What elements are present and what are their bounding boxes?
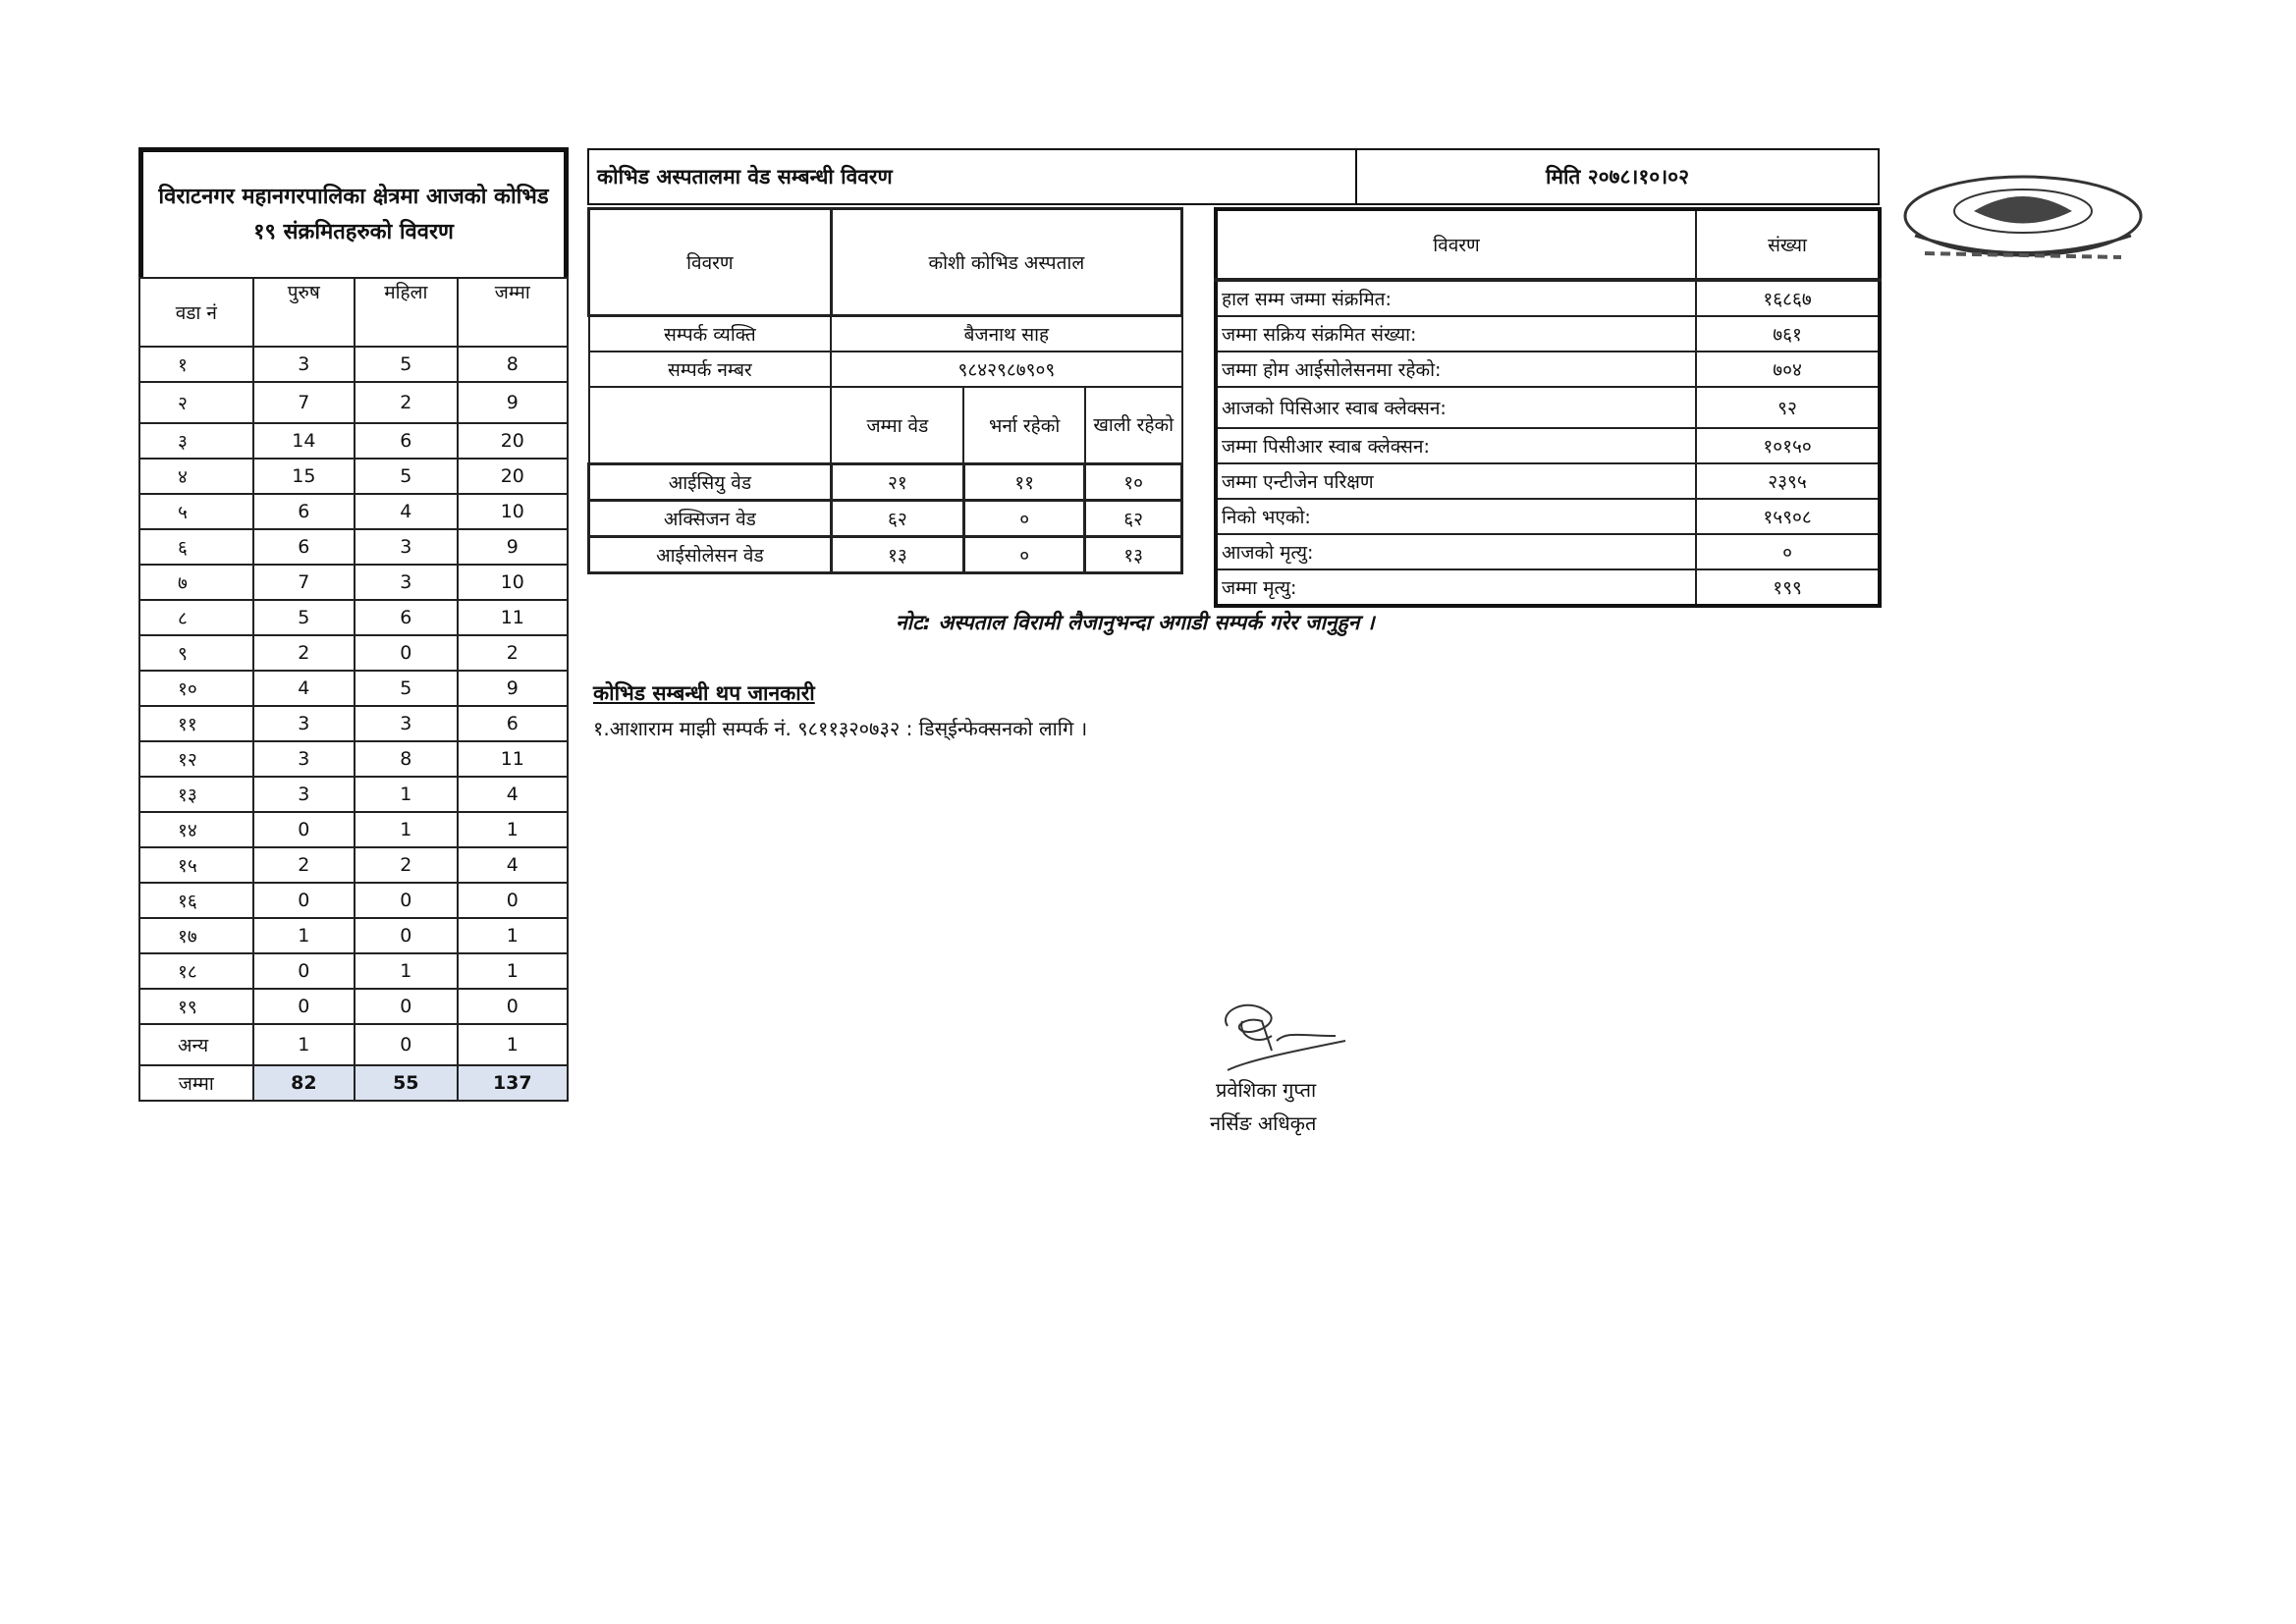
stats-row [1216, 499, 1880, 534]
ward-cell-ward: ८ [139, 600, 253, 635]
ward-cell-ward: ७ [139, 565, 253, 600]
ward-cell-female: 4 [355, 494, 458, 529]
signature-image [1188, 992, 1404, 1090]
ward-cell-female: 8 [355, 741, 458, 777]
ward-cell-total: 2 [458, 635, 568, 671]
ward-cell-total: 20 [458, 423, 568, 459]
ward-cell-female: 6 [355, 423, 458, 459]
ward-cell-female: 0 [355, 883, 458, 918]
stats-label: जम्मा पिसीआर स्वाब क्लेक्सन: [1216, 428, 1696, 463]
bed-cell-total: १३ [831, 537, 963, 573]
ward-table-header [139, 278, 568, 347]
info-line: १.आशाराम माझी सम्पर्क नं. ९८११३२०७३२ : डिस्ईन्फेक्सनको लागि । [593, 717, 1088, 740]
signatory-name: प्रवेशिका गुप्ता [1216, 1078, 1317, 1102]
contact-number: ९८४२९८७९०९ [831, 352, 1181, 387]
ward-row [139, 918, 568, 953]
ward-cell-total: 0 [458, 883, 568, 918]
stats-value: १६८६७ [1696, 280, 1880, 316]
ward-cell-ward: ५ [139, 494, 253, 529]
total-label: जम्मा [139, 1065, 253, 1101]
signatory-title: नर्सिङ अधिकृत [1210, 1111, 1317, 1135]
ward-cell-female: 5 [355, 347, 458, 382]
ward-cell-male: 0 [253, 812, 355, 847]
ward-cell-male: 6 [253, 529, 355, 565]
hospital-name: कोशी कोभिड अस्पताल [831, 209, 1181, 316]
stats-value: ७०४ [1696, 352, 1880, 387]
ward-cell-female: 1 [355, 777, 458, 812]
ward-cell-ward: ६ [139, 529, 253, 565]
bed-empty-header: खाली रहेको [1085, 387, 1182, 464]
ward-row [139, 565, 568, 600]
bed-cell-admitted: ११ [963, 464, 1084, 501]
ward-cell-female: 0 [355, 1024, 458, 1065]
contact-person: बैजनाथ साह [831, 316, 1181, 352]
ward-cell-male: 3 [253, 347, 355, 382]
male-header: पुरुष [253, 278, 355, 347]
ward-cell-total: 10 [458, 494, 568, 529]
stats-label: जम्मा एन्टीजेन परिक्षण [1216, 463, 1696, 499]
ward-cell-male: 14 [253, 423, 355, 459]
bed-total-header: जम्मा वेड [831, 387, 963, 464]
stats-table [1214, 207, 1882, 608]
stats-row [1216, 387, 1880, 428]
bed-cell-empty: १० [1085, 464, 1182, 501]
stats-row [1216, 316, 1880, 352]
bed-cell-empty: ६२ [1085, 501, 1182, 537]
ward-header: वडा नं [139, 278, 253, 347]
bed-table [587, 207, 1183, 574]
ward-cell-male: 1 [253, 918, 355, 953]
ward-row [139, 741, 568, 777]
bed-row [589, 464, 1182, 501]
stats-row [1216, 463, 1880, 499]
ward-cell-male: 7 [253, 382, 355, 423]
municipality-seal-icon [1886, 167, 2160, 275]
total-header: जम्मा [458, 278, 568, 347]
report-date: मिति २०७८।१०।०२ [1546, 165, 1689, 189]
hospital-note: नोट: अस्पताल विरामी लैजानुभन्दा अगाडी सम्पर्क गरेर जानुहुन । [896, 611, 1375, 634]
ward-cell-male: 3 [253, 777, 355, 812]
ward-cell-male: 2 [253, 635, 355, 671]
ward-cell-total: 8 [458, 347, 568, 382]
ward-cell-ward: १७ [139, 918, 253, 953]
ward-cell-female: 0 [355, 989, 458, 1024]
bed-type-header [589, 387, 832, 464]
ward-row [139, 883, 568, 918]
ward-cell-male: 5 [253, 600, 355, 635]
ward-row [139, 953, 568, 989]
ward-cell-male: 15 [253, 459, 355, 494]
stats-value: ९२ [1696, 387, 1880, 428]
ward-row [139, 459, 568, 494]
stats-label: हाल सम्म जम्मा संक्रमित: [1216, 280, 1696, 316]
ward-table [138, 277, 569, 1102]
ward-cell-total: 0 [458, 989, 568, 1024]
ward-cell-ward: अन्य [139, 1024, 253, 1065]
stats-label: जम्मा होम आईसोलेसनमा रहेको: [1216, 352, 1696, 387]
ward-cell-ward: ११ [139, 706, 253, 741]
bed-admitted-header: भर्ना रहेको [963, 387, 1084, 464]
ward-cell-total: 4 [458, 777, 568, 812]
bed-cell-type: आईसोलेसन वेड [589, 537, 832, 573]
ward-cell-total: 9 [458, 382, 568, 423]
ward-cell-female: 5 [355, 671, 458, 706]
ward-row [139, 635, 568, 671]
ward-cell-female: 1 [355, 953, 458, 989]
ward-cell-male: 3 [253, 741, 355, 777]
ward-cell-total: 1 [458, 1024, 568, 1065]
ward-cell-female: 3 [355, 565, 458, 600]
ward-row [139, 847, 568, 883]
stats-row [1216, 352, 1880, 387]
ward-cell-ward: ३ [139, 423, 253, 459]
ward-cell-ward: १२ [139, 741, 253, 777]
stats-row [1216, 569, 1880, 606]
ward-cell-female: 3 [355, 706, 458, 741]
bed-cell-empty: १३ [1085, 537, 1182, 573]
contact-number-label: सम्पर्क नम्बर [589, 352, 832, 387]
ward-cell-total: 1 [458, 918, 568, 953]
stats-row [1216, 280, 1880, 316]
info-title: कोभिड सम्बन्धी थप जानकारी [593, 681, 815, 705]
ward-row [139, 423, 568, 459]
ward-cell-female: 2 [355, 847, 458, 883]
ward-cell-ward: १५ [139, 847, 253, 883]
ward-row [139, 777, 568, 812]
ward-cell-male: 1 [253, 1024, 355, 1065]
stats-value: १०१५० [1696, 428, 1880, 463]
stats-detail-header: विवरण [1216, 209, 1696, 280]
bed-cell-total: २१ [831, 464, 963, 501]
ward-cell-ward: १० [139, 671, 253, 706]
stats-header [1216, 209, 1880, 280]
ward-row [139, 529, 568, 565]
ward-cell-total: 1 [458, 812, 568, 847]
bed-cell-type: आईसियु वेड [589, 464, 832, 501]
ward-row [139, 494, 568, 529]
ward-cell-female: 0 [355, 918, 458, 953]
ward-cell-ward: ९ [139, 635, 253, 671]
ward-cell-male: 0 [253, 953, 355, 989]
ward-cell-male: 6 [253, 494, 355, 529]
bed-section-header [587, 148, 1880, 205]
stats-label: निको भएको: [1216, 499, 1696, 534]
ward-cell-male: 0 [253, 883, 355, 918]
stats-value: १५९०८ [1696, 499, 1880, 534]
ward-row [139, 812, 568, 847]
ward-row [139, 600, 568, 635]
ward-cell-female: 0 [355, 635, 458, 671]
ward-cell-total: 11 [458, 600, 568, 635]
stats-label: जम्मा सक्रिय संक्रमित संख्या: [1216, 316, 1696, 352]
stats-value: ० [1696, 534, 1880, 569]
ward-cell-ward: १९ [139, 989, 253, 1024]
ward-cell-ward: १६ [139, 883, 253, 918]
bed-row [589, 537, 1182, 573]
ward-cell-female: 3 [355, 529, 458, 565]
stats-label: आजको मृत्यु: [1216, 534, 1696, 569]
ward-cell-ward: १८ [139, 953, 253, 989]
ward-row [139, 671, 568, 706]
ward-cell-ward: ४ [139, 459, 253, 494]
bed-detail-header: विवरण [589, 209, 832, 316]
stats-value: २३९५ [1696, 463, 1880, 499]
ward-cell-total: 11 [458, 741, 568, 777]
ward-table-title: विराटनगर महानगरपालिका क्षेत्रमा आजको कोभिड १९ संक्रमितहरुको विवरण [138, 147, 569, 277]
ward-cell-female: 2 [355, 382, 458, 423]
ward-cell-total: 9 [458, 671, 568, 706]
stats-row [1216, 534, 1880, 569]
stats-row [1216, 428, 1880, 463]
bed-cell-type: अक्सिजन वेड [589, 501, 832, 537]
ward-cell-female: 6 [355, 600, 458, 635]
ward-cell-total: 4 [458, 847, 568, 883]
total-female: 55 [355, 1065, 458, 1101]
bed-cell-total: ६२ [831, 501, 963, 537]
bed-section-title: कोभिड अस्पतालमा वेड सम्बन्धी विवरण [589, 150, 1357, 203]
ward-cell-female: 5 [355, 459, 458, 494]
total-total: 137 [458, 1065, 568, 1101]
ward-cell-total: 20 [458, 459, 568, 494]
stats-label: आजको पिसिआर स्वाब क्लेक्सन: [1216, 387, 1696, 428]
ward-cell-total: 6 [458, 706, 568, 741]
stats-label: जम्मा मृत्यु: [1216, 569, 1696, 606]
ward-cell-male: 4 [253, 671, 355, 706]
ward-cell-male: 7 [253, 565, 355, 600]
ward-cell-ward: १ [139, 347, 253, 382]
bed-row [589, 501, 1182, 537]
ward-row [139, 706, 568, 741]
ward-cell-male: 3 [253, 706, 355, 741]
ward-cell-ward: २ [139, 382, 253, 423]
ward-cell-total: 1 [458, 953, 568, 989]
ward-row [139, 989, 568, 1024]
ward-total-row [139, 1065, 568, 1101]
ward-cell-female: 1 [355, 812, 458, 847]
ward-cell-total: 9 [458, 529, 568, 565]
ward-cell-ward: १३ [139, 777, 253, 812]
ward-cell-male: 2 [253, 847, 355, 883]
ward-row [139, 347, 568, 382]
ward-row [139, 1024, 568, 1065]
ward-cell-total: 10 [458, 565, 568, 600]
stats-count-header: संख्या [1696, 209, 1880, 280]
female-header: महिला [355, 278, 458, 347]
ward-cell-ward: १४ [139, 812, 253, 847]
contact-person-label: सम्पर्क व्यक्ति [589, 316, 832, 352]
ward-row [139, 382, 568, 423]
bed-cell-admitted: ० [963, 501, 1084, 537]
stats-value: ७६१ [1696, 316, 1880, 352]
stats-value: १९९ [1696, 569, 1880, 606]
bed-cell-admitted: ० [963, 537, 1084, 573]
total-male: 82 [253, 1065, 355, 1101]
ward-cell-male: 0 [253, 989, 355, 1024]
